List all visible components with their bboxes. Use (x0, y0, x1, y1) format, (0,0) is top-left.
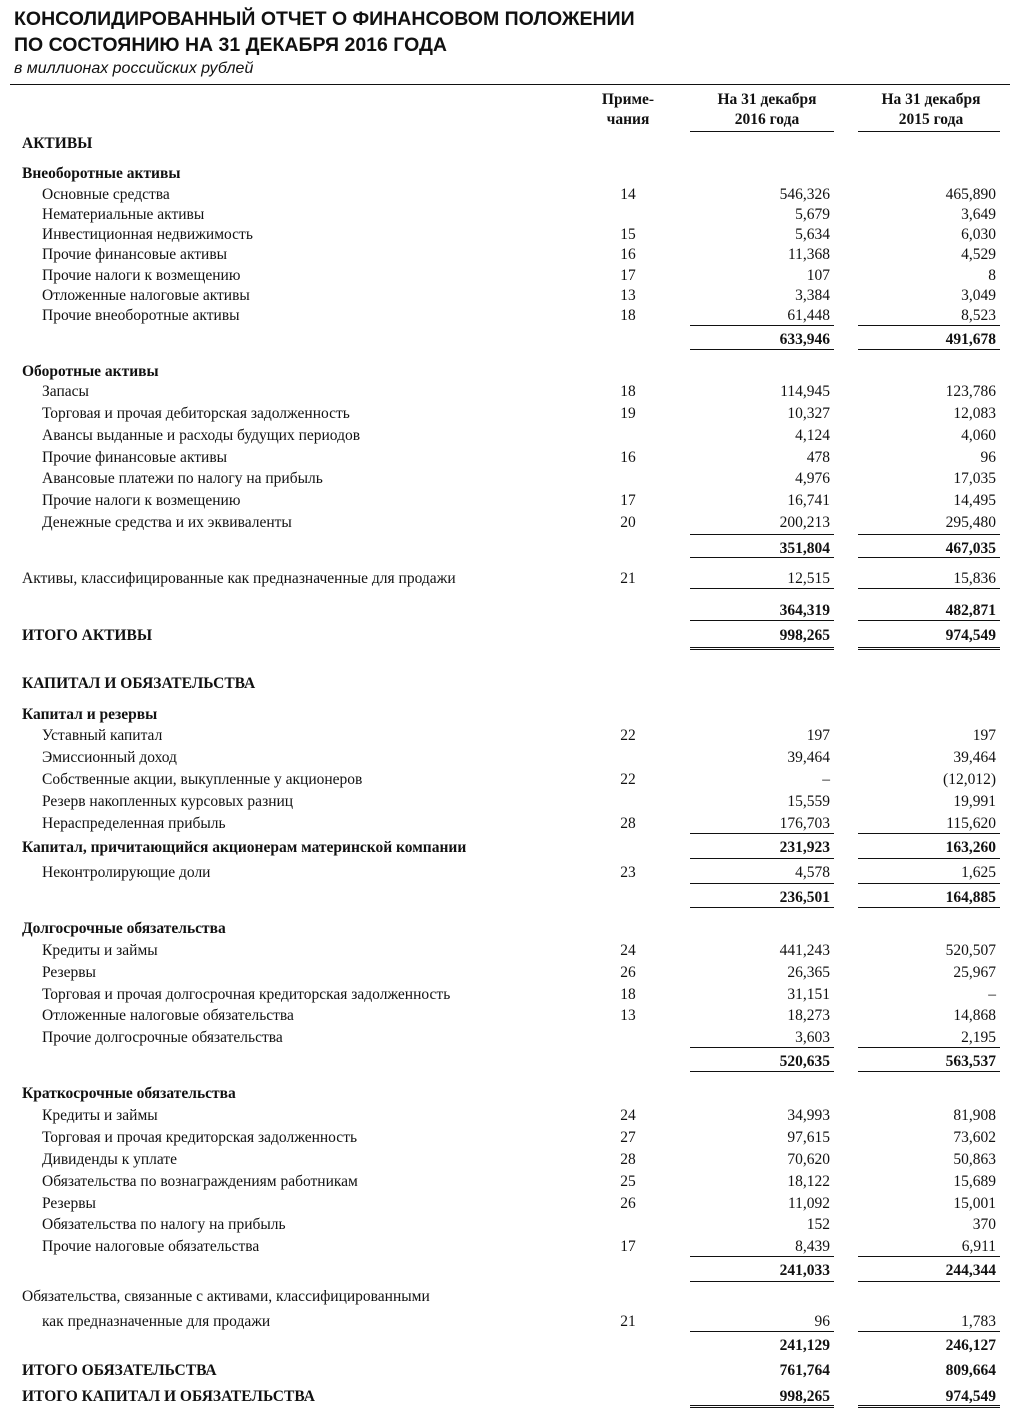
table-row (0, 328, 1024, 350)
row-value-2015: 3,049 (961, 287, 996, 304)
row-value-2016: 998,265 (779, 627, 830, 644)
total-rule (858, 1047, 1000, 1048)
row-value-2015: 50,863 (953, 1151, 996, 1168)
row-value-2016: 18,122 (787, 1173, 830, 1190)
total-rule (690, 883, 834, 884)
row-value-2016: 176,703 (779, 815, 830, 832)
row-value-2015: 15,836 (953, 570, 996, 587)
row-value-2016: 61,448 (787, 307, 830, 324)
row-note: 22 (620, 771, 636, 788)
column-header-notes (590, 90, 666, 130)
total-rule (690, 557, 834, 558)
table-row (0, 703, 1024, 725)
row-label: Краткосрочные обязательства (22, 1085, 236, 1102)
table-row (0, 724, 1024, 746)
row-label: Прочие долгосрочные обязательства (42, 1029, 283, 1046)
table-row (0, 284, 1024, 306)
row-note: 16 (620, 246, 636, 263)
table-row (0, 1050, 1024, 1072)
table-row (0, 886, 1024, 908)
table-row (0, 1148, 1024, 1170)
row-value-2016: 12,515 (787, 570, 830, 587)
header-rule (10, 84, 1010, 85)
row-value-2016: 241,129 (779, 1337, 830, 1354)
row-label: Инвестиционная недвижимость (42, 226, 253, 243)
total-rule (858, 1405, 1000, 1408)
table-row (0, 537, 1024, 559)
row-value-2016: 200,213 (779, 514, 830, 531)
row-label: Прочие финансовые активы (42, 449, 228, 466)
row-value-2015: 81,908 (953, 1107, 996, 1124)
row-value-2016: 351,804 (779, 540, 830, 557)
total-rule (690, 1405, 834, 1408)
report-title-line1: КОНСОЛИДИРОВАННЫЙ ОТЧЕТ О ФИНАНСОВОМ ПОЛОЖЕНИИ (14, 8, 635, 30)
row-label: Авансы выданные и расходы будущих периодов (42, 427, 361, 444)
total-rule (690, 1331, 834, 1332)
row-value-2015: – (988, 986, 996, 1003)
table-row (0, 1104, 1024, 1126)
total-rule (858, 620, 1000, 621)
table-row (0, 243, 1024, 265)
row-label: Прочие внеоборотные активы (42, 307, 240, 324)
row-label: Кредиты и займы (42, 1107, 158, 1124)
total-rule (858, 588, 1000, 589)
row-note: 24 (620, 1107, 636, 1124)
row-value-2016: 241,033 (779, 1262, 830, 1279)
row-note: 22 (620, 727, 636, 744)
row-value-2015: 4,529 (961, 246, 996, 263)
table-row (0, 380, 1024, 402)
row-value-2016: 10,327 (787, 405, 830, 422)
row-value-2016: 3,603 (795, 1029, 830, 1046)
table-row (0, 1192, 1024, 1214)
row-note: 27 (620, 1129, 636, 1146)
row-value-2015: 295,480 (945, 514, 996, 531)
table-row (0, 304, 1024, 326)
row-value-2016: 761,764 (779, 1362, 830, 1379)
total-rule (690, 1047, 834, 1048)
report-title-line2: ПО СОСТОЯНИЮ НА 31 ДЕКАБРЯ 2016 ГОДА (14, 34, 447, 56)
row-label: как предназначенные для продажи (42, 1313, 271, 1330)
report-units: в миллионах российских рублей (14, 60, 254, 77)
row-label: Уставный капитал (42, 727, 163, 744)
total-rule (858, 1331, 1000, 1332)
row-note: 21 (620, 1313, 636, 1330)
col2016-header-l2: 2016 года (734, 111, 800, 128)
row-label: Торговая и прочая кредиторская задолженность (42, 1129, 358, 1146)
row-value-2016: 478 (806, 449, 830, 466)
table-row (0, 424, 1024, 446)
table-row (0, 746, 1024, 768)
table-row (0, 1359, 1024, 1381)
total-rule (690, 1071, 834, 1072)
row-note: 23 (620, 864, 636, 881)
row-label: Внеоборотные активы (22, 165, 181, 182)
row-value-2015: 8 (988, 267, 996, 284)
row-note: 18 (620, 383, 636, 400)
row-note: 17 (620, 267, 636, 284)
row-value-2015: 244,344 (945, 1262, 996, 1279)
table-row (0, 467, 1024, 489)
row-label: ИТОГО АКТИВЫ (22, 627, 153, 644)
row-value-2015: 809,664 (945, 1362, 996, 1379)
table-row (0, 132, 1024, 154)
total-rule (690, 588, 834, 589)
table-row (0, 360, 1024, 382)
row-value-2016: 11,092 (787, 1195, 830, 1212)
table-row (0, 1004, 1024, 1026)
row-label: Прочие финансовые активы (42, 246, 228, 263)
row-value-2016: 18,273 (787, 1007, 830, 1024)
row-value-2016: 114,945 (780, 383, 830, 400)
row-label: ИТОГО КАПИТАЛ И ОБЯЗАТЕЛЬСТВА (22, 1388, 315, 1405)
total-rule (858, 557, 1000, 558)
table-row (0, 203, 1024, 225)
table-row (0, 1235, 1024, 1257)
row-value-2015: 465,890 (945, 186, 996, 203)
row-value-2016: 152 (806, 1216, 830, 1233)
row-label: КАПИТАЛ И ОБЯЗАТЕЛЬСТВА (22, 675, 256, 692)
row-note: 17 (620, 492, 636, 509)
total-rule (690, 907, 834, 908)
table-row (0, 1285, 1024, 1307)
total-rule (690, 620, 834, 621)
row-note: 28 (620, 815, 636, 832)
table-row (0, 861, 1024, 883)
row-label: Нематериальные активы (42, 206, 205, 223)
total-rule (690, 1281, 834, 1282)
table-row (0, 1310, 1024, 1332)
row-value-2015: 14,868 (953, 1007, 996, 1024)
row-label: Запасы (42, 383, 89, 400)
row-value-2015: 974,549 (945, 1388, 996, 1405)
total-rule (690, 1256, 834, 1257)
column-header-2015 (864, 90, 998, 130)
total-rule (690, 349, 834, 350)
row-value-2015: 974,549 (945, 627, 996, 644)
row-label: Дивиденды к уплате (42, 1151, 178, 1168)
row-value-2015: 15,001 (953, 1195, 996, 1212)
row-label: Обязательства по вознаграждениям работникам (42, 1173, 358, 1190)
table-row (0, 961, 1024, 983)
row-label: Отложенные налоговые обязательства (42, 1007, 294, 1024)
row-value-2016: 11,368 (787, 246, 830, 263)
row-label: Неконтролирующие доли (42, 864, 211, 881)
table-row (0, 183, 1024, 205)
table-row (0, 1385, 1024, 1407)
row-value-2015: 482,871 (945, 602, 996, 619)
total-rule (858, 325, 1000, 326)
row-value-2016: 39,464 (787, 749, 830, 766)
row-value-2015: 370 (972, 1216, 996, 1233)
row-label: Торговая и прочая долгосрочная кредиторская задолженность (42, 986, 451, 1003)
row-label: Авансовые платежи по налогу на прибыль (42, 470, 323, 487)
row-value-2015: 520,507 (945, 942, 996, 959)
table-row (0, 836, 1024, 858)
total-rule (690, 325, 834, 326)
row-label: Капитал, причитающийся акционерам материнской компании (22, 839, 467, 856)
row-value-2016: 633,946 (779, 331, 830, 348)
row-value-2015: 6,030 (961, 226, 996, 243)
table-row (0, 567, 1024, 589)
row-label: Резервы (42, 1195, 96, 1212)
row-label: Резерв накопленных курсовых разниц (42, 793, 294, 810)
row-value-2016: 34,993 (787, 1107, 830, 1124)
column-header-2016 (700, 90, 834, 130)
table-row (0, 672, 1024, 694)
row-value-2015: 246,127 (945, 1337, 996, 1354)
row-note: 18 (620, 986, 636, 1003)
row-label: Отложенные налоговые активы (42, 287, 250, 304)
row-value-2015: 73,602 (953, 1129, 996, 1146)
table-row (0, 768, 1024, 790)
table-row (0, 790, 1024, 812)
table-row (0, 162, 1024, 184)
total-rule (858, 1071, 1000, 1072)
table-row (0, 939, 1024, 961)
row-label: Основные средства (42, 186, 170, 203)
table-row (0, 812, 1024, 834)
total-rule (858, 858, 1000, 859)
row-label: Нераспределенная прибыль (42, 815, 226, 832)
row-label: Эмиссионный доход (42, 749, 177, 766)
row-value-2015: 123,786 (945, 383, 996, 400)
row-value-2016: 70,620 (787, 1151, 830, 1168)
row-note: 24 (620, 942, 636, 959)
row-value-2015: 8,523 (961, 307, 996, 324)
row-value-2016: 4,578 (795, 864, 830, 881)
row-value-2016: 8,439 (795, 1238, 830, 1255)
total-rule (690, 647, 834, 650)
row-value-2016: 231,923 (779, 839, 830, 856)
total-rule (858, 1281, 1000, 1282)
row-label: Прочие налоги к возмещению (42, 267, 241, 284)
row-note: 18 (620, 307, 636, 324)
row-note: 26 (620, 964, 636, 981)
row-value-2015: 1,783 (961, 1313, 996, 1330)
row-value-2015: 3,649 (961, 206, 996, 223)
col2016-header-l1: На 31 декабря (717, 91, 817, 108)
row-label: Обязательства, связанные с активами, классифицированными (22, 1288, 430, 1305)
row-value-2016: 520,635 (779, 1053, 830, 1070)
row-value-2015: 164,885 (945, 889, 996, 906)
table-row (0, 1126, 1024, 1148)
total-rule (690, 833, 834, 834)
row-note: 17 (620, 1238, 636, 1255)
row-value-2015: 163,260 (945, 839, 996, 856)
total-rule (858, 534, 1000, 535)
row-label: Обязательства по налогу на прибыль (42, 1216, 286, 1233)
col2015-header-l2: 2015 года (898, 111, 964, 128)
table-row (0, 489, 1024, 511)
row-value-2015: 197 (972, 727, 996, 744)
notes-header-l1: Приме- (601, 91, 655, 108)
row-label: ИТОГО ОБЯЗАТЕЛЬСТВА (22, 1362, 217, 1379)
row-value-2016: 998,265 (779, 1388, 830, 1405)
row-value-2015: 19,991 (953, 793, 996, 810)
row-label: Резервы (42, 964, 96, 981)
total-rule (858, 349, 1000, 350)
row-value-2015: 2,195 (961, 1029, 996, 1046)
table-row (0, 1334, 1024, 1356)
row-value-2016: 4,976 (795, 470, 830, 487)
row-value-2015: 491,678 (945, 331, 996, 348)
row-label: Капитал и резервы (22, 706, 158, 723)
table-row (0, 402, 1024, 424)
row-value-2016: 364,319 (779, 602, 830, 619)
row-label: Прочие налоги к возмещению (42, 492, 241, 509)
row-value-2015: 6,911 (961, 1238, 996, 1255)
total-rule (858, 647, 1000, 650)
row-value-2015: 12,083 (953, 405, 996, 422)
row-value-2016: 97,615 (787, 1129, 830, 1146)
total-rule (858, 907, 1000, 908)
row-label: Долгосрочные обязательства (22, 920, 226, 937)
table-row (0, 511, 1024, 533)
row-note: 13 (620, 287, 636, 304)
col2015-header-l1: На 31 декабря (881, 91, 981, 108)
row-value-2016: 441,243 (779, 942, 830, 959)
table-row (0, 1170, 1024, 1192)
row-value-2016: 4,124 (795, 427, 830, 444)
row-label: Собственные акции, выкупленные у акционеров (42, 771, 363, 788)
row-note: 13 (620, 1007, 636, 1024)
row-value-2015: 15,689 (953, 1173, 996, 1190)
notes-header-l2: чания (606, 111, 650, 128)
table-row (0, 264, 1024, 286)
total-rule (858, 1256, 1000, 1257)
row-note: 21 (620, 570, 636, 587)
row-value-2016: – (822, 771, 830, 788)
row-note: 19 (620, 405, 636, 422)
total-rule (690, 534, 834, 535)
row-value-2015: 467,035 (945, 540, 996, 557)
row-note: 26 (620, 1195, 636, 1212)
row-value-2015: (12,012) (943, 771, 996, 788)
table-row (0, 1213, 1024, 1235)
total-rule (690, 858, 834, 859)
row-value-2015: 17,035 (953, 470, 996, 487)
row-value-2015: 14,495 (953, 492, 996, 509)
row-note: 16 (620, 449, 636, 466)
total-rule (858, 833, 1000, 834)
row-value-2016: 546,326 (779, 186, 830, 203)
row-value-2015: 115,620 (946, 815, 996, 832)
row-value-2016: 31,151 (787, 986, 830, 1003)
row-value-2016: 5,679 (795, 206, 830, 223)
table-row (0, 1259, 1024, 1281)
row-note: 28 (620, 1151, 636, 1168)
row-value-2016: 236,501 (779, 889, 830, 906)
row-value-2016: 96 (814, 1313, 830, 1330)
row-value-2015: 563,537 (945, 1053, 996, 1070)
row-label: Денежные средства и их эквиваленты (42, 514, 292, 531)
row-label: Торговая и прочая дебиторская задолженность (42, 405, 350, 422)
row-value-2016: 5,634 (795, 226, 830, 243)
row-note: 15 (620, 226, 636, 243)
row-note: 14 (620, 186, 636, 203)
row-value-2016: 107 (806, 267, 830, 284)
row-label: Прочие налоговые обязательства (42, 1238, 260, 1255)
total-rule (858, 883, 1000, 884)
row-value-2015: 4,060 (961, 427, 996, 444)
table-row (0, 983, 1024, 1005)
row-value-2015: 39,464 (953, 749, 996, 766)
row-value-2015: 1,625 (961, 864, 996, 881)
row-value-2016: 16,741 (787, 492, 830, 509)
row-label: Оборотные активы (22, 363, 159, 380)
table-row (0, 1082, 1024, 1104)
row-label: Кредиты и займы (42, 942, 158, 959)
row-note: 20 (620, 514, 636, 531)
row-note: 25 (620, 1173, 636, 1190)
row-value-2016: 15,559 (787, 793, 830, 810)
row-value-2016: 3,384 (795, 287, 830, 304)
table-row (0, 1026, 1024, 1048)
row-label: Активы, классифицированные как предназначенные для продажи (22, 570, 456, 587)
table-row (0, 446, 1024, 468)
row-value-2015: 25,967 (953, 964, 996, 981)
row-value-2015: 96 (980, 449, 996, 466)
table-row (0, 223, 1024, 245)
table-row (0, 624, 1024, 646)
table-row (0, 917, 1024, 939)
row-value-2016: 197 (806, 727, 830, 744)
row-label: АКТИВЫ (22, 135, 93, 152)
table-row (0, 599, 1024, 621)
row-value-2016: 26,365 (787, 964, 830, 981)
